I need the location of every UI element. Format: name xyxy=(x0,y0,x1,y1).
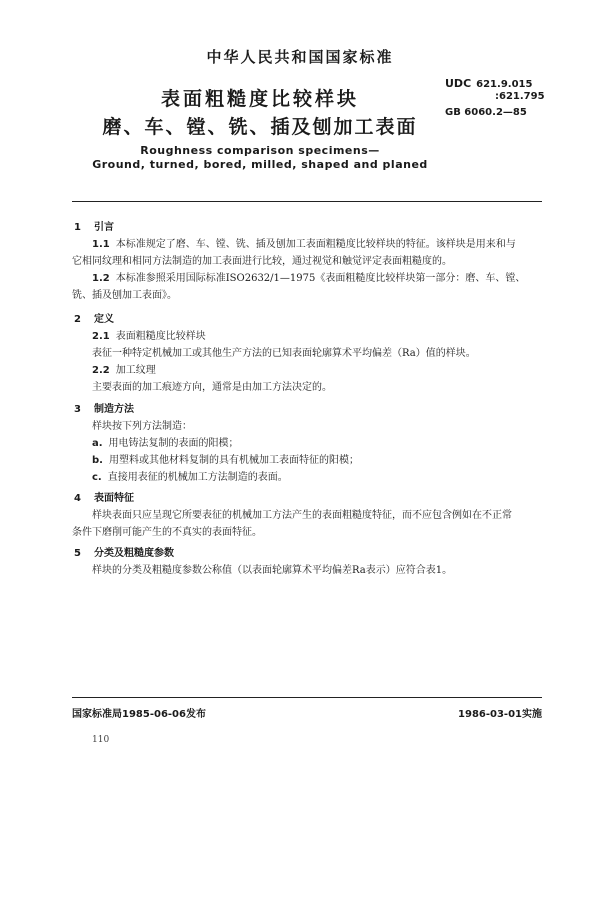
list-text: 用塑料或其他材料复制的具有机械加工表面特征的阳模； xyxy=(108,455,359,466)
section-title: 引言 xyxy=(94,222,114,233)
paragraph-text: 样块表面只应呈现它所要表征的机械加工方法产生的表面粗糙度特征，而不应包含例如在不正常 xyxy=(92,510,512,521)
section-number: 5 xyxy=(74,548,81,559)
paragraph-text: 样块按下列方法制造： xyxy=(92,421,192,432)
section-number: 1 xyxy=(74,222,81,233)
section-number: 4 xyxy=(74,493,81,504)
paragraph-1-2 xyxy=(92,270,525,287)
clause-number: 1.2 xyxy=(92,273,110,284)
list-item-c xyxy=(92,469,288,486)
udc-code-2: :621.795 xyxy=(495,91,545,102)
classification-block xyxy=(445,78,585,119)
section-title: 表面特征 xyxy=(94,493,134,504)
paragraph-text: 它相同纹理和相同方法制造的加工表面进行比较，通过视觉和触觉评定表面粗糙度的。 xyxy=(72,256,452,267)
section-title: 定义 xyxy=(94,314,114,325)
section-heading-4 xyxy=(74,489,134,504)
paragraph-text: 主要表面的加工痕迹方向，通常是由加工方法决定的。 xyxy=(92,382,332,393)
paragraph-1-1-cont xyxy=(72,253,452,270)
footer-divider xyxy=(72,697,542,698)
list-marker: b. xyxy=(92,455,103,466)
clause-number: 2.1 xyxy=(92,331,110,342)
document-subtitle-en: Ground, turned, bored, milled, shaped and planed xyxy=(92,158,428,171)
list-item-a xyxy=(92,435,239,452)
section-heading-3 xyxy=(74,400,134,415)
page-number: 110 xyxy=(92,735,110,745)
list-text: 用电铸法复制的表面的阳模； xyxy=(108,438,239,449)
section-heading-5 xyxy=(74,544,174,559)
paragraph-2-2 xyxy=(92,362,156,379)
paragraph-4-1 xyxy=(92,507,512,524)
clause-number: 2.2 xyxy=(92,365,110,376)
paragraph-text: 表征一种特定机械加工或其他生产方法的已知表面轮廓算术平均偏差（Ra）值的样块。 xyxy=(92,348,476,359)
list-item-b xyxy=(92,452,359,469)
paragraph-2-1-body xyxy=(92,345,476,362)
udc-code-1: 621.9.015 xyxy=(476,79,533,90)
list-marker: c. xyxy=(92,472,102,483)
paragraph-text: 条件下磨削可能产生的不真实的表面特征。 xyxy=(72,527,262,538)
paragraph-1-2-cont xyxy=(72,287,177,304)
document-title-en: Roughness comparison specimens— xyxy=(140,144,380,157)
paragraph-4-1-cont xyxy=(72,524,262,541)
paragraph-text: 加工纹理 xyxy=(115,365,156,376)
list-text: 直接用表征的机械加工方法制造的表面。 xyxy=(107,472,288,483)
section-title: 分类及粗糙度参数 xyxy=(94,548,174,559)
section-number: 2 xyxy=(74,314,81,325)
issuing-authority: 中华人民共和国国家标准 xyxy=(206,48,394,66)
document-title-cn: 表面粗糙度比较样块 xyxy=(160,88,359,110)
paragraph-text: 表面粗糙度比较样块 xyxy=(115,331,206,342)
paragraph-text: 本标准参照采用国际标准ISO2632/1—1975《表面粗糙度比较样块第一部分：磨、车、镗、 xyxy=(115,273,526,284)
gb-code: GB 6060.2—85 xyxy=(445,107,527,118)
section-number: 3 xyxy=(74,404,81,415)
effective-date: 1986-03-01实施 xyxy=(458,709,542,720)
paragraph-2-1 xyxy=(92,328,206,345)
section-heading-2 xyxy=(74,310,114,325)
paragraph-text: 本标准规定了磨、车、镗、铣、插及刨加工表面粗糙度比较样块的特征。该样块是用来和与 xyxy=(115,239,516,250)
document-subtitle-cn: 磨、车、镗、铣、插及刨加工表面 xyxy=(102,116,418,138)
paragraph-text: 样块的分类及粗糙度参数公称值（以表面轮廓算术平均偏差Ra表示）应符合表1。 xyxy=(92,565,453,576)
list-marker: a. xyxy=(92,438,103,449)
section-title: 制造方法 xyxy=(94,404,134,415)
paragraph-text: 铣、插及刨加工表面》。 xyxy=(72,290,177,301)
issue-date: 国家标准局1985-06-06发布 xyxy=(72,709,206,720)
paragraph-1-1 xyxy=(92,236,516,253)
clause-number: 1.1 xyxy=(92,239,110,250)
paragraph-5-1 xyxy=(92,562,452,579)
udc-label: UDC xyxy=(445,77,472,90)
section-heading-1 xyxy=(74,218,114,233)
header-divider xyxy=(72,201,542,202)
udc-row xyxy=(445,78,585,91)
paragraph-2-2-body xyxy=(92,379,332,396)
paragraph-3-intro xyxy=(92,418,192,435)
